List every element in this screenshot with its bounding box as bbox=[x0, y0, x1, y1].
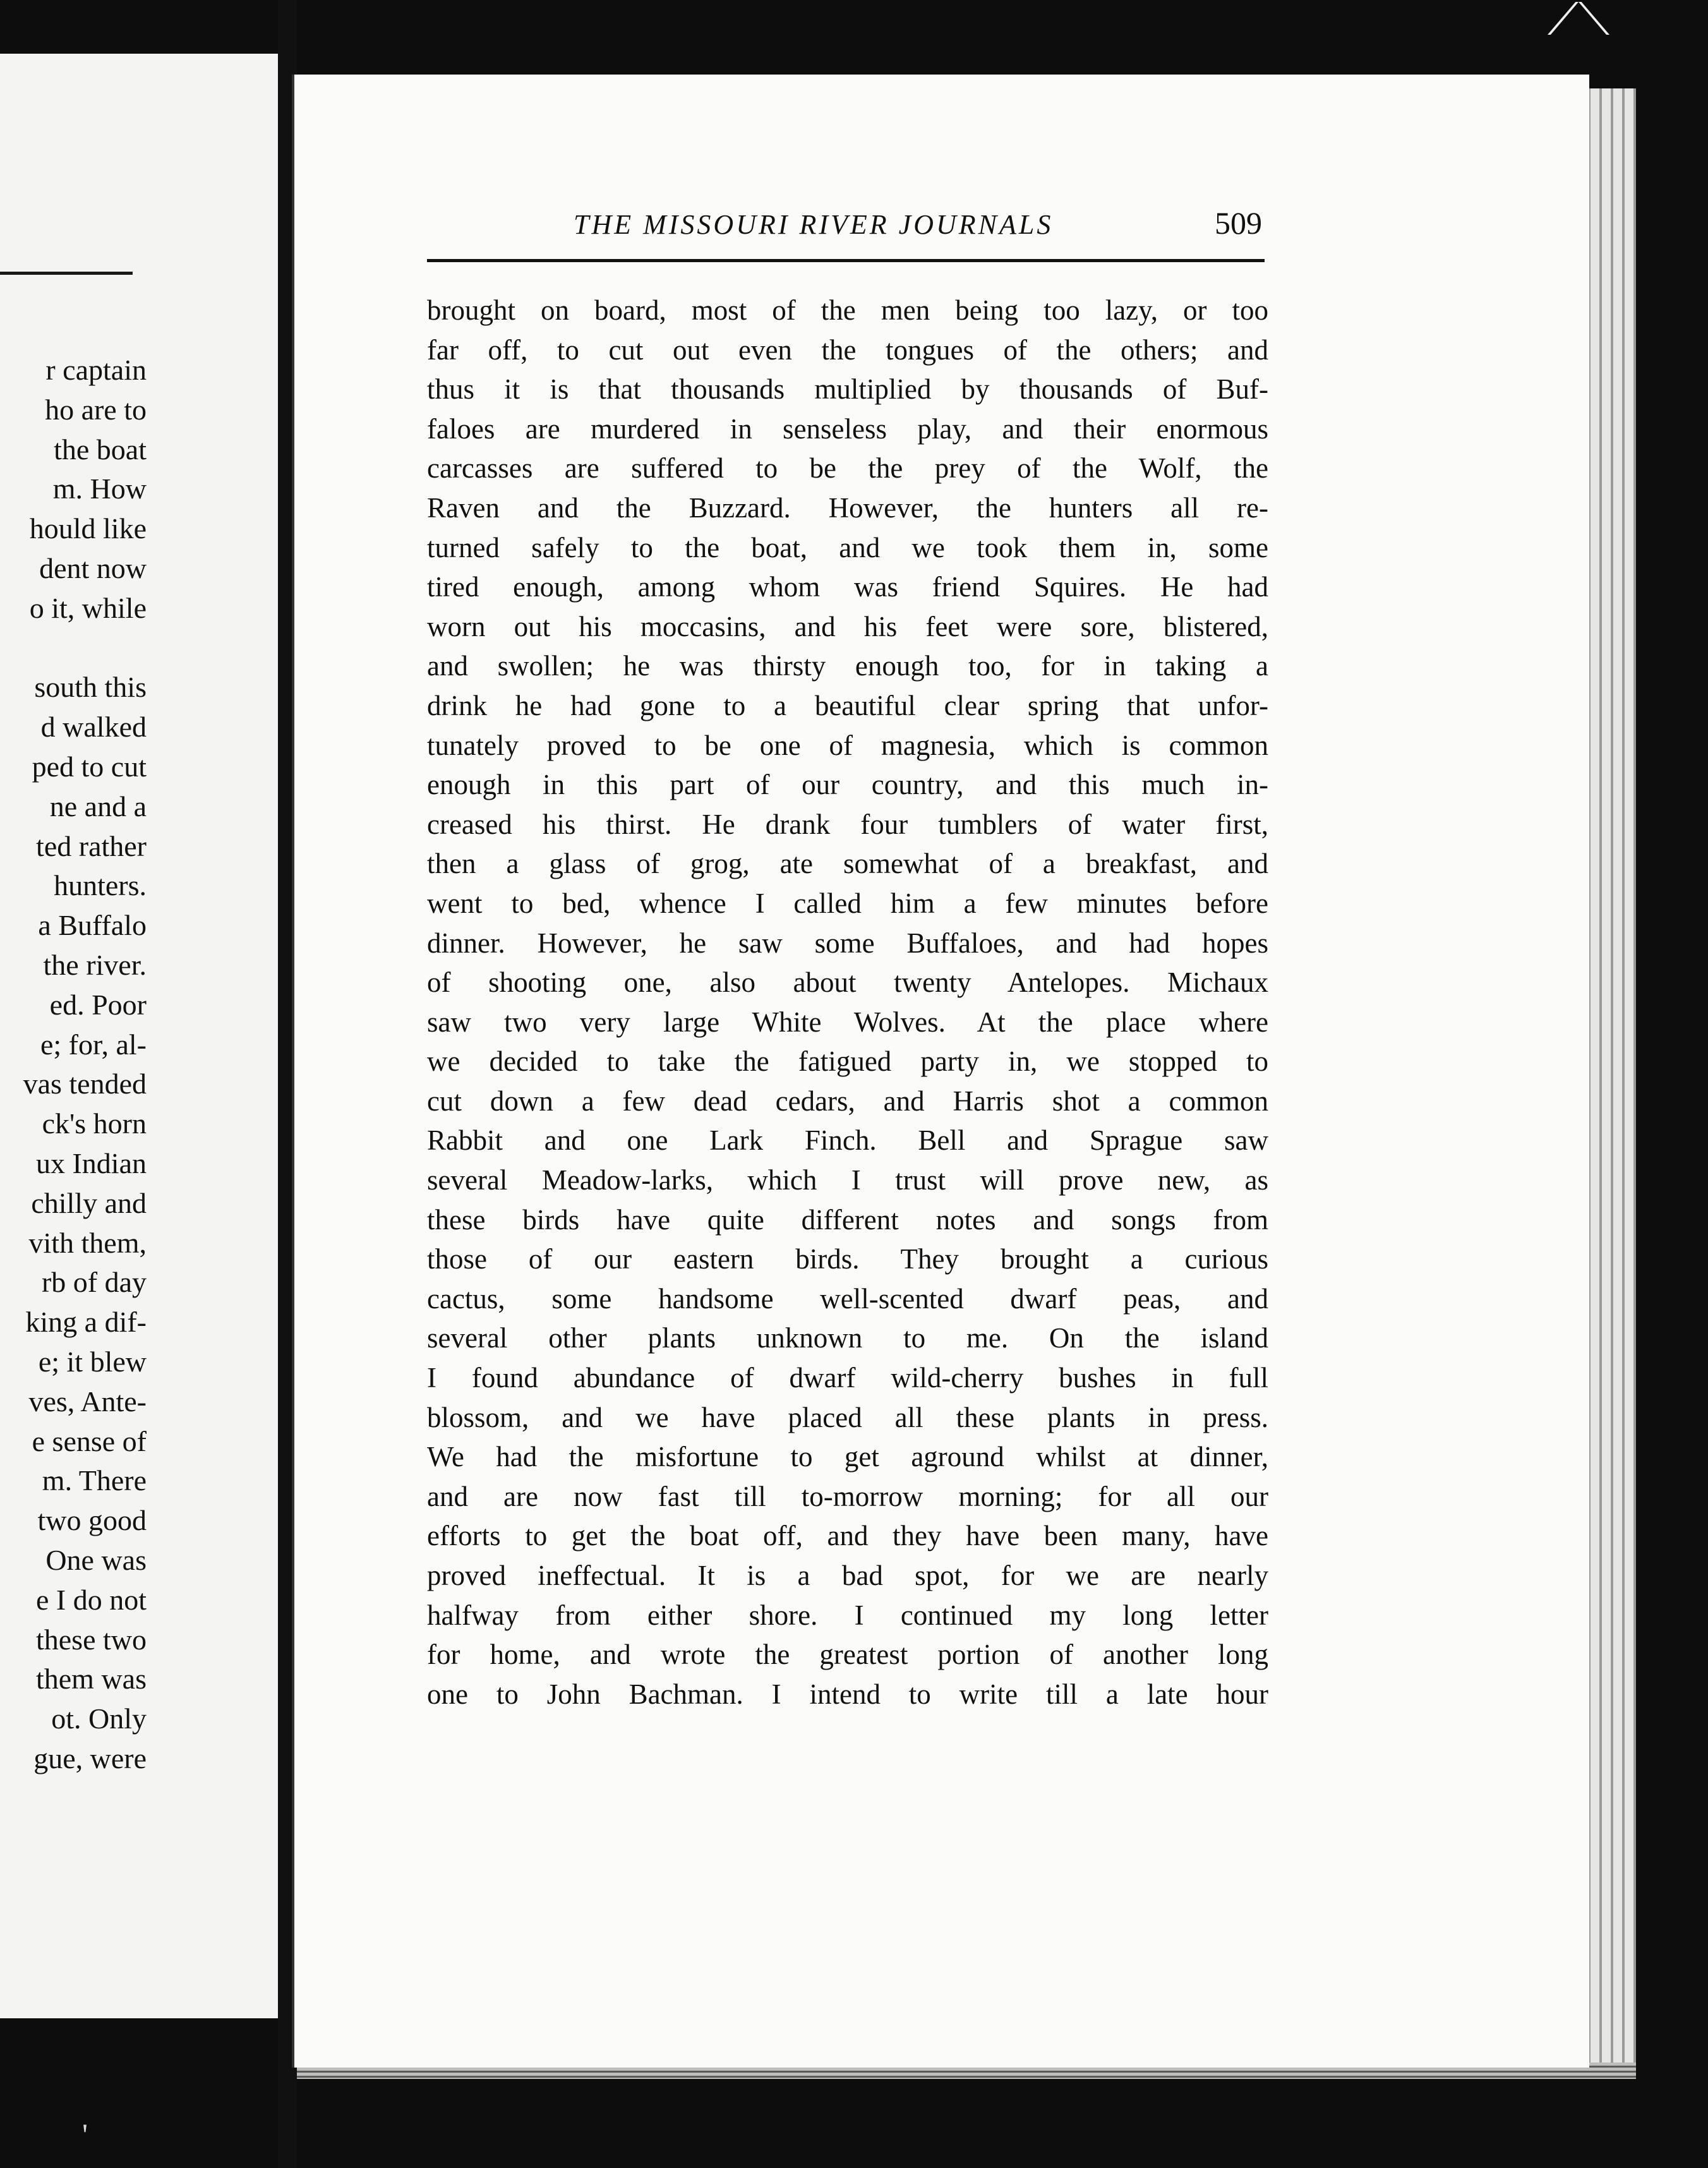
text-line: worn out his moccasins, and his feet were sore, blistered, bbox=[427, 610, 1268, 642]
previous-page-line: One was bbox=[45, 1543, 147, 1576]
previous-page-line: ot. Only bbox=[51, 1702, 147, 1735]
running-title: THE MISSOURI RIVER JOURNALS bbox=[574, 209, 1054, 240]
previous-page-line: ped to cut bbox=[32, 750, 147, 783]
previous-page-line: gue, were bbox=[33, 1742, 147, 1774]
previous-page-line: ux Indian bbox=[35, 1147, 147, 1179]
text-line: cut down a few dead cedars, and Harris shot a common bbox=[427, 1085, 1268, 1117]
previous-page bbox=[0, 54, 282, 2018]
previous-page-line: chilly and bbox=[31, 1186, 147, 1219]
page-number: 509 bbox=[1215, 205, 1262, 241]
previous-page-line: ne and a bbox=[49, 790, 147, 822]
previous-page-line: ho are to bbox=[45, 393, 147, 426]
text-line: carcasses are suffered to be the prey of the Wolf, the bbox=[427, 452, 1268, 485]
text-line: I found abundance of dwarf wild-cherry bushes in full bbox=[427, 1362, 1268, 1394]
previous-page-line: vas tended bbox=[23, 1068, 147, 1100]
previous-page-line: these two bbox=[35, 1623, 147, 1656]
previous-page-text bbox=[0, 351, 147, 1779]
text-line: saw two very large White Wolves. At the place where bbox=[427, 1006, 1268, 1038]
margin-mark: ' bbox=[82, 2117, 88, 2152]
text-line: far off, to cut out even the tongues of the others; and bbox=[427, 334, 1268, 366]
text-line: and swollen; he was thirsty enough too, for in taking a bbox=[427, 650, 1268, 682]
previous-page-line: e; for, al- bbox=[40, 1028, 147, 1061]
text-line: then a glass of grog, ate somewhat of a breakfast, and bbox=[427, 848, 1268, 880]
text-line: and are now fast till to-morrow morning; for all our bbox=[427, 1480, 1268, 1512]
text-line: tunately proved to be one of magnesia, which is common bbox=[427, 729, 1268, 761]
text-line: drink he had gone to a beautiful clear spring that unfor- bbox=[427, 689, 1268, 721]
previous-page-line: them was bbox=[35, 1663, 147, 1695]
text-line: blossom, and we have placed all these plants in press. bbox=[427, 1401, 1268, 1433]
previous-page-line: o it, while bbox=[29, 591, 147, 624]
previous-page-line: e; it blew bbox=[38, 1345, 147, 1378]
text-line: went to bed, whence I called him a few minutes before bbox=[427, 887, 1268, 919]
previous-page-line: dent now bbox=[39, 551, 147, 584]
text-line: dinner. However, he saw some Buffaloes, and had hopes bbox=[427, 927, 1268, 959]
previous-page-line: the river. bbox=[43, 948, 147, 981]
previous-page-line: ed. Poor bbox=[49, 988, 147, 1021]
text-line: these birds have quite different notes and songs from bbox=[427, 1203, 1268, 1236]
text-line: one to John Bachman. I intend to write till a late hour bbox=[427, 1678, 1268, 1710]
previous-page-line: r captain bbox=[45, 354, 147, 386]
text-line: thus it is that thousands multiplied by thousands of Buf- bbox=[427, 373, 1268, 406]
text-line: we decided to take the fatigued party in, we stopped to bbox=[427, 1045, 1268, 1078]
body-text bbox=[427, 291, 1268, 1714]
text-line: those of our eastern birds. They brought a curious bbox=[427, 1243, 1268, 1275]
text-line: tired enough, among whom was friend Squires. He had bbox=[427, 571, 1268, 603]
text-line: of shooting one, also about twenty Antelopes. Michaux bbox=[427, 967, 1268, 999]
text-line: turned safely to the boat, and we took them in, some bbox=[427, 531, 1268, 563]
page-header bbox=[428, 205, 1268, 253]
text-line: enough in this part of our country, and this much in- bbox=[427, 769, 1268, 801]
text-line: brought on board, most of the men being too lazy, or too bbox=[427, 294, 1268, 326]
text-line: several Meadow-larks, which I trust will prove new, as bbox=[427, 1164, 1268, 1196]
previous-page-line: two good bbox=[37, 1504, 147, 1537]
previous-page-line: ck's horn bbox=[42, 1107, 147, 1140]
text-line: for home, and wrote the greatest portion of another long bbox=[427, 1639, 1268, 1671]
text-line: efforts to get the boat off, and they have been many, have bbox=[427, 1520, 1268, 1552]
previous-page-line: ves, Ante- bbox=[28, 1385, 147, 1418]
previous-page-line: m. There bbox=[42, 1464, 147, 1497]
corner-scratch-mark: ⟋⟍ bbox=[1548, 0, 1609, 45]
previous-page-line: rb of day bbox=[41, 1266, 147, 1299]
previous-page-line: hould like bbox=[29, 512, 147, 545]
previous-page-line: ted rather bbox=[36, 829, 147, 862]
text-line: We had the misfortune to get aground whilst at dinner, bbox=[427, 1441, 1268, 1473]
previous-page-line: e sense of bbox=[32, 1424, 147, 1457]
previous-page-header-rule bbox=[0, 272, 133, 275]
previous-page-line: hunters. bbox=[54, 869, 147, 902]
text-line: creased his thirst. He drank four tumblers of water first, bbox=[427, 808, 1268, 840]
previous-page-line: e I do not bbox=[35, 1583, 147, 1616]
previous-page-line: south this bbox=[34, 671, 147, 704]
previous-page-line: the boat bbox=[54, 433, 147, 466]
header-rule bbox=[427, 259, 1265, 262]
previous-page-line: d walked bbox=[40, 711, 147, 744]
text-line: faloes are murdered in senseless play, and their enormous bbox=[427, 413, 1268, 445]
previous-page-line: vith them, bbox=[28, 1226, 147, 1259]
text-line: Rabbit and one Lark Finch. Bell and Sprague saw bbox=[427, 1124, 1268, 1157]
previous-page-line: a Buffalo bbox=[38, 909, 147, 942]
text-line: cactus, some handsome well-scented dwarf peas, and bbox=[427, 1282, 1268, 1315]
text-line: Raven and the Buzzard. However, the hunters all re- bbox=[427, 491, 1268, 524]
previous-page-line: king a dif- bbox=[25, 1306, 147, 1339]
text-line: halfway from either shore. I continued my long letter bbox=[427, 1599, 1268, 1631]
previous-page-line bbox=[0, 629, 147, 668]
text-line: several other plants unknown to me. On the island bbox=[427, 1322, 1268, 1354]
previous-page-line: m. How bbox=[52, 473, 147, 505]
text-line: proved ineffectual. It is a bad spot, for we are nearly bbox=[427, 1560, 1268, 1591]
